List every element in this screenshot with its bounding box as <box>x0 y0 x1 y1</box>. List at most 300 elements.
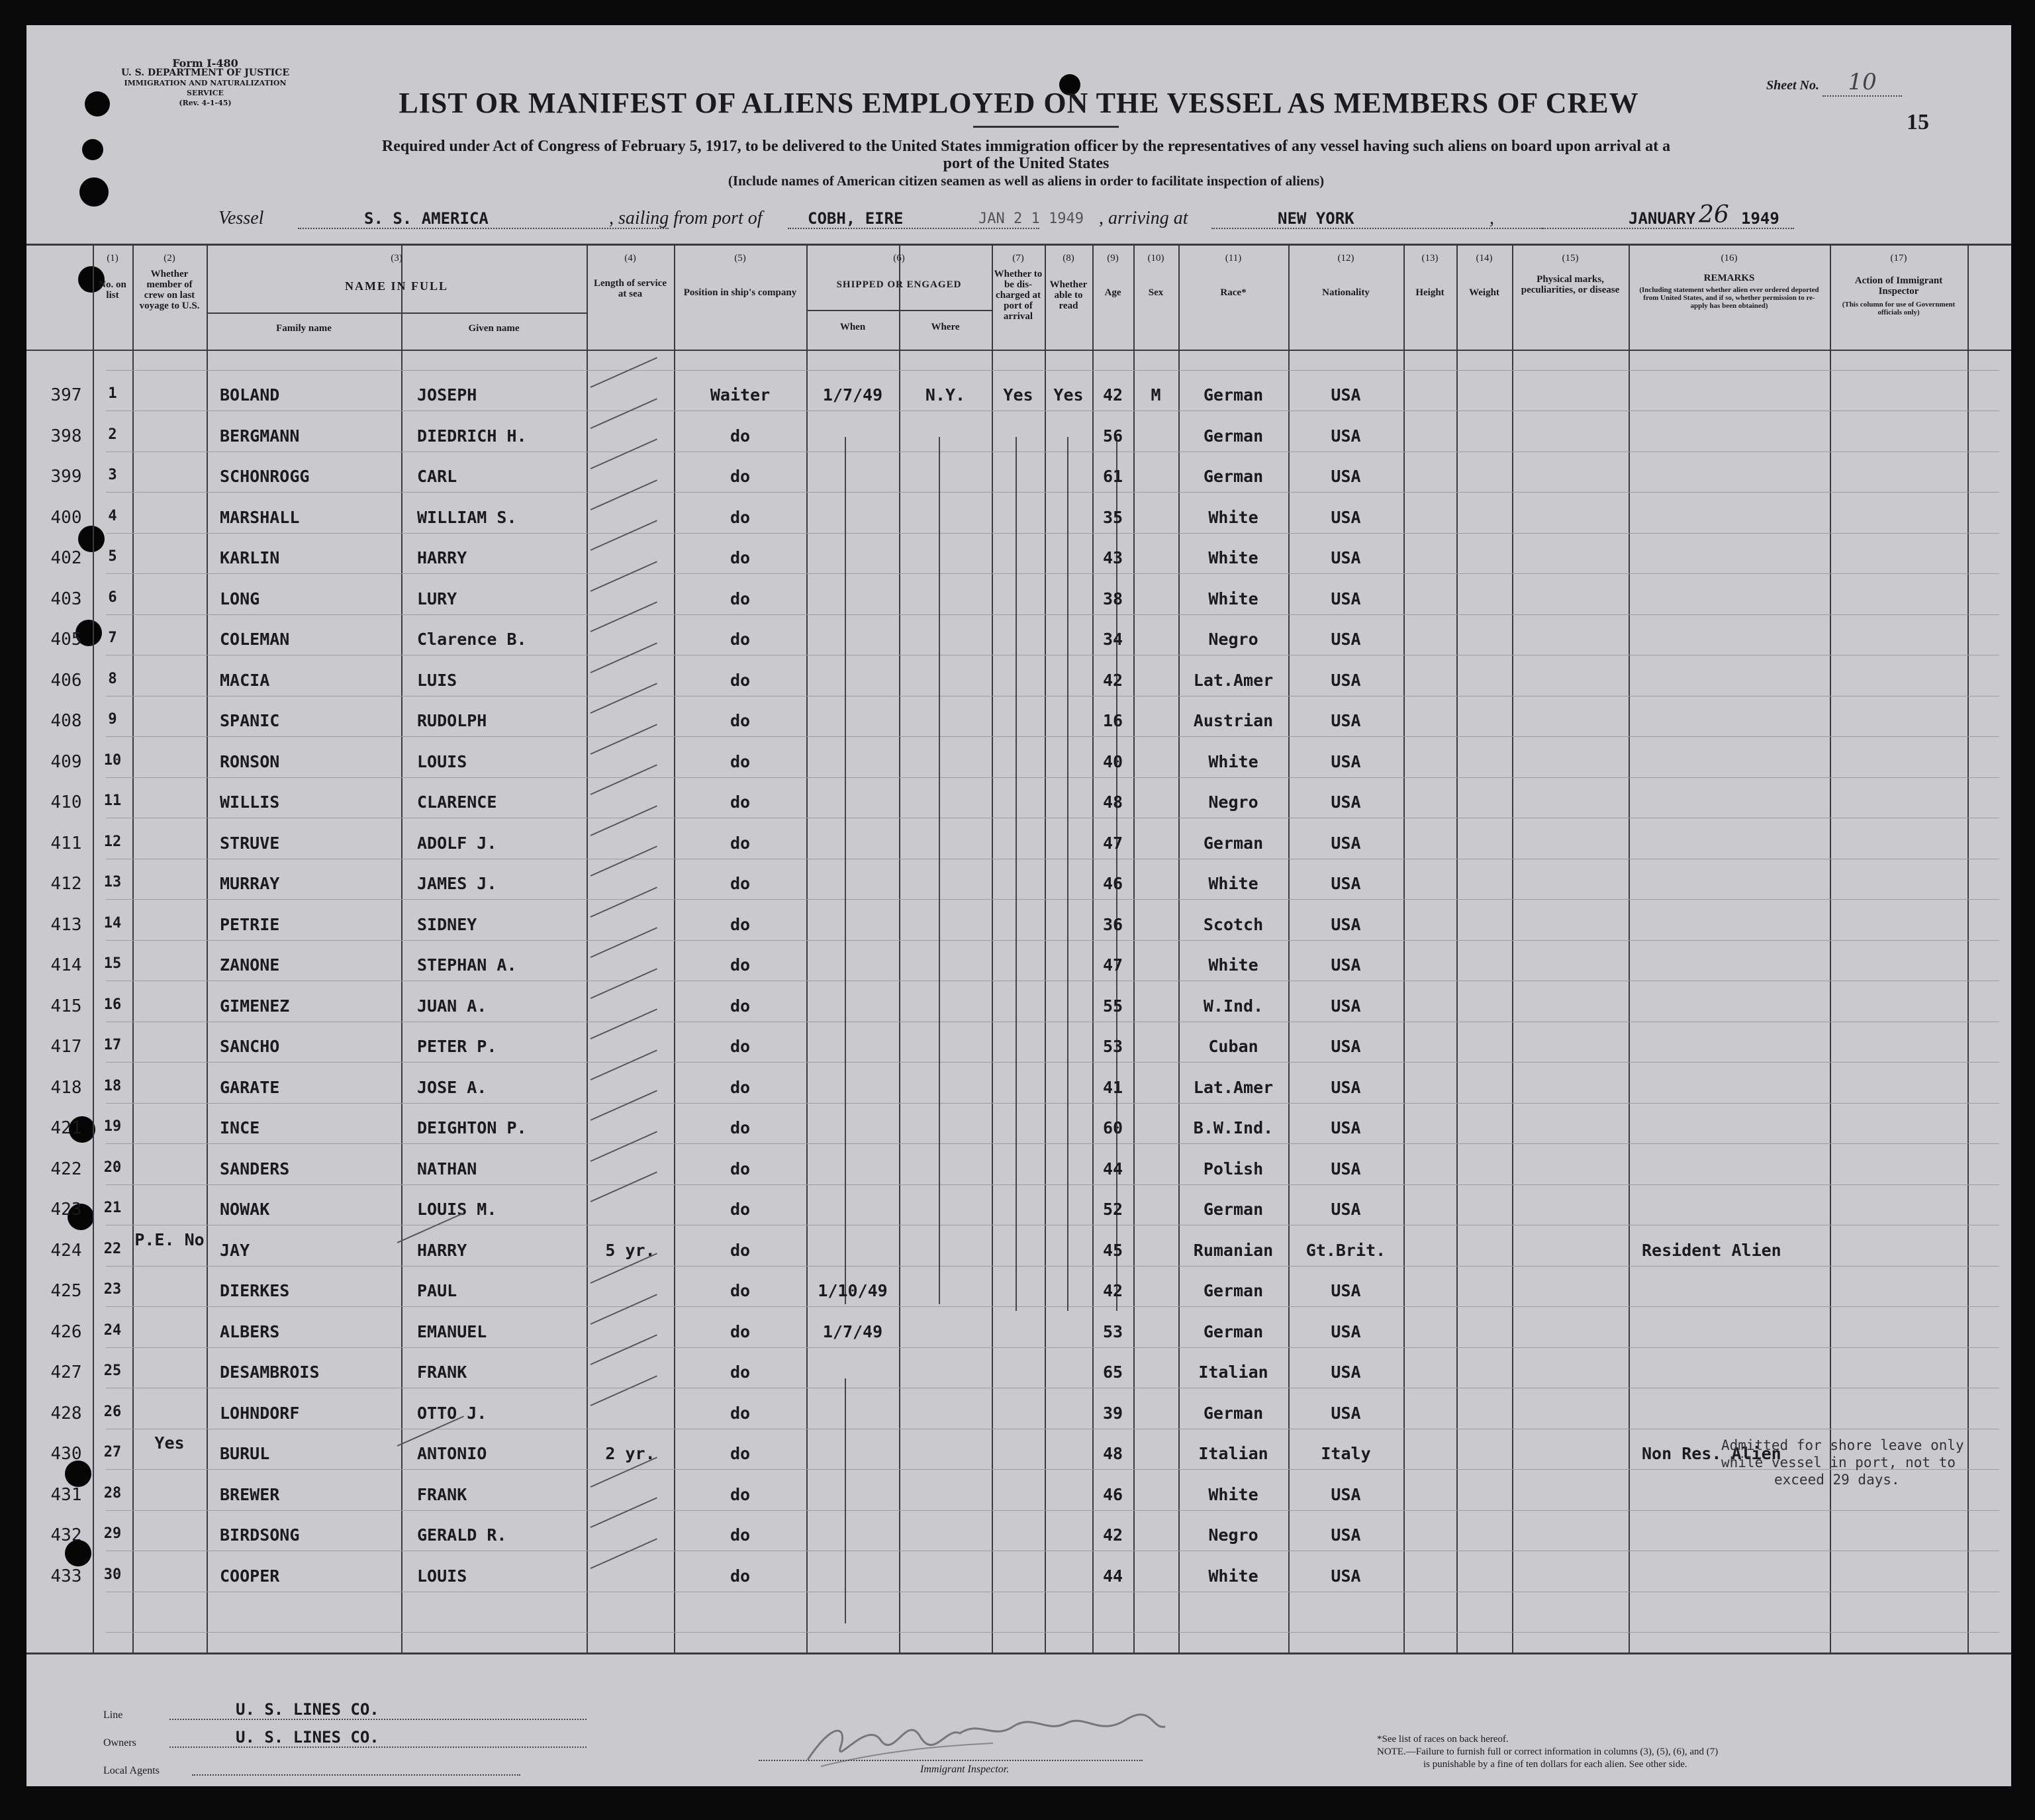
col-line <box>1512 244 1513 1654</box>
cell-age: 39 <box>1102 1403 1123 1423</box>
inspector-signature <box>794 1707 1192 1773</box>
cell-when: 1/7/49 <box>822 1321 883 1341</box>
cell-no: 9 <box>108 711 117 728</box>
check-slash <box>591 845 657 877</box>
cell-family: SPANIC <box>220 711 280 730</box>
cell-race: Italian <box>1198 1444 1268 1463</box>
row-rule <box>106 492 1999 493</box>
cell-family: BREWER <box>220 1484 280 1504</box>
cell-position: do <box>730 914 751 934</box>
check-slash <box>591 601 657 632</box>
cell-nat: USA <box>1331 1281 1361 1300</box>
cell-no: 27 <box>103 1444 122 1461</box>
cell-given: LURY <box>417 589 457 608</box>
cell-race: Scotch <box>1203 914 1264 934</box>
cell-age: 56 <box>1102 426 1123 446</box>
cell-age: 40 <box>1102 751 1123 771</box>
c3-num: (3) <box>391 253 402 263</box>
cell-where: N.Y. <box>925 385 966 405</box>
cell-disch: Yes <box>1003 385 1033 405</box>
c14-num: (14) <box>1476 253 1493 263</box>
cell-age: 53 <box>1102 1037 1123 1056</box>
cell-family: INCE <box>220 1118 260 1137</box>
sheet-label: Sheet No. <box>1766 78 1819 93</box>
cell-no: 4 <box>108 507 117 524</box>
check-slash <box>591 1008 657 1039</box>
cell-race: White <box>1208 751 1258 771</box>
c6-num: (6) <box>893 253 905 263</box>
cell-position: do <box>730 833 751 853</box>
row-rule <box>106 1184 1999 1185</box>
cell-position: do <box>730 1525 751 1545</box>
cell-age: 36 <box>1102 914 1123 934</box>
cell-ref: 410 <box>50 792 82 812</box>
c6a-head: When <box>839 322 866 332</box>
cell-ref: 418 <box>50 1077 82 1098</box>
cell-nat: USA <box>1331 1037 1361 1056</box>
row-rule <box>106 573 1999 574</box>
cell-race: White <box>1208 589 1258 608</box>
cell-age: 47 <box>1102 955 1123 975</box>
check-slash <box>591 398 657 429</box>
cell-given: GERALD R. <box>417 1525 507 1545</box>
c3b-head: Given name <box>468 323 520 334</box>
cell-ref: 403 <box>50 589 82 609</box>
cell-position: do <box>730 1444 751 1463</box>
stamp-line-2: while vessel in port, not to <box>1721 1455 1956 1470</box>
check-slash <box>591 479 657 510</box>
c6-head: SHIPPED OR ENGAGED <box>836 279 962 290</box>
cell-ref: 406 <box>50 670 82 691</box>
cell-race: German <box>1203 1321 1264 1341</box>
cell-family: NOWAK <box>220 1200 270 1219</box>
col-line <box>992 244 993 1654</box>
cell-age: 47 <box>1102 833 1123 853</box>
cell-position: do <box>730 589 751 608</box>
cell-family: PETRIE <box>220 914 280 934</box>
cell-no: 19 <box>103 1118 122 1135</box>
department-name: U. S. DEPARTMENT OF JUSTICE <box>120 68 289 78</box>
cell-given: LUIS <box>417 670 457 690</box>
cell-nat: USA <box>1331 1200 1361 1219</box>
cell-given: RUDOLPH <box>417 711 487 730</box>
cell-age: 55 <box>1102 996 1123 1016</box>
c7-num: (7) <box>1012 253 1024 263</box>
c6b-head: Where <box>931 322 960 332</box>
col-line <box>587 244 588 1654</box>
cell-given: FRANK <box>417 1484 467 1504</box>
cell-no: 5 <box>108 548 117 565</box>
cell-given: DIEDRICH H. <box>417 426 527 446</box>
cell-position: do <box>730 426 751 446</box>
cell-service: 5 yr. <box>605 1240 655 1260</box>
cell-nat: USA <box>1331 1077 1361 1097</box>
cell-ref: 421 <box>50 1118 82 1138</box>
cell-service: 2 yr. <box>605 1444 655 1463</box>
row-rule <box>106 533 1999 534</box>
header-bottom-rule <box>26 350 2011 351</box>
stamp-line-3: exceed 29 days. <box>1774 1472 1900 1488</box>
cell-position: do <box>730 467 751 486</box>
row-rule <box>106 1266 1999 1267</box>
check-slash <box>591 1538 657 1569</box>
cell-ref: 415 <box>50 996 82 1016</box>
punch-hole <box>82 139 103 160</box>
cell-given: EMANUEL <box>417 1321 487 1341</box>
cell-ref: 431 <box>50 1484 82 1505</box>
cell-given: LOUIS <box>417 751 467 771</box>
c7-head: Whether to be dis-charged at port of arrival <box>994 269 1043 322</box>
row-rule <box>106 370 1999 371</box>
cell-family: SCHONROGG <box>220 467 310 486</box>
cell-family: LONG <box>220 589 260 608</box>
cell-no: 20 <box>103 1159 122 1176</box>
col-line <box>1045 244 1046 1654</box>
required-line-1: Required under Act of Congress of February 5, 1917, to be delivered to the United States immigration officer by the representatives of any vessel having such aliens on board upon arrival at a <box>381 138 1671 155</box>
page-title: LIST OR MANIFEST OF ALIENS EMPLOYED ON THE VESSEL AS MEMBERS OF CREW <box>399 87 1639 119</box>
cell-given: JOSEPH <box>417 385 477 405</box>
cell-age: 42 <box>1102 1525 1123 1545</box>
punch-hole <box>65 1461 91 1487</box>
c9-head: Age <box>1104 287 1121 298</box>
cell-age: 65 <box>1102 1363 1123 1382</box>
cell-given: SIDNEY <box>417 914 477 934</box>
cell-age: 42 <box>1102 670 1123 690</box>
title-rule <box>973 126 1119 128</box>
cell-nat: USA <box>1331 1159 1361 1178</box>
cell-race: White <box>1208 1484 1258 1504</box>
comma: , <box>1490 208 1494 228</box>
row-rule <box>106 736 1999 737</box>
cell-age: 44 <box>1102 1159 1123 1178</box>
check-slash <box>591 438 657 469</box>
cell-no: 24 <box>103 1321 122 1339</box>
cell-given: WILLIAM S. <box>417 507 517 527</box>
cell-family: SANDERS <box>220 1159 290 1178</box>
required-statement <box>132 138 1920 189</box>
cell-family: BOLAND <box>220 385 280 405</box>
cell-given: HARRY <box>417 1240 467 1260</box>
line-value: U. S. LINES CO. <box>169 1700 587 1720</box>
cell-nat: USA <box>1331 1321 1361 1341</box>
row-rule <box>106 777 1999 778</box>
row-rule <box>106 614 1999 615</box>
inspector-line <box>759 1760 1143 1761</box>
cell-family: COOPER <box>220 1566 280 1586</box>
cell-ref: 400 <box>50 507 82 528</box>
cell-ref: 408 <box>50 711 82 731</box>
cell-nat: USA <box>1331 874 1361 893</box>
cell-given: ANTONIO <box>417 1444 487 1463</box>
c15-num: (15) <box>1562 253 1579 263</box>
c13-head: Height <box>1415 287 1444 298</box>
cell-age: 41 <box>1102 1077 1123 1097</box>
cell-nat: USA <box>1331 670 1361 690</box>
cell-nat: USA <box>1331 589 1361 608</box>
ditto-line <box>939 437 940 1304</box>
cell-race: W.Ind. <box>1203 996 1264 1016</box>
cell-no: 28 <box>103 1484 122 1502</box>
c2-head: Whether member of crew on last voyage to U.S. <box>139 269 200 311</box>
table-bottom-rule <box>26 1652 2011 1654</box>
cell-race: White <box>1208 548 1258 567</box>
arrival-day: 26 <box>1699 201 1729 228</box>
cell-position: do <box>730 1403 751 1423</box>
ditto-line <box>1016 437 1017 1311</box>
arriving-label: , arriving at <box>1099 208 1188 228</box>
check-slash <box>591 724 657 755</box>
c16-head: REMARKS <box>1703 273 1755 283</box>
cell-family: LOHNDORF <box>220 1403 300 1423</box>
row-rule <box>106 1469 1999 1470</box>
stamp-line-1: Admitted for shore leave only <box>1721 1437 1964 1453</box>
cell-no: 23 <box>103 1281 122 1298</box>
cell-position: do <box>730 1281 751 1300</box>
cell-age: 16 <box>1102 711 1123 730</box>
cell-age: 48 <box>1102 792 1123 812</box>
cell-nat: Italy <box>1321 1444 1371 1463</box>
check-slash <box>591 1131 657 1162</box>
c12-num: (12) <box>1337 253 1354 263</box>
required-line-2: port of the United States <box>943 155 1110 172</box>
cell-race: White <box>1208 1566 1258 1586</box>
cell-position: do <box>730 1037 751 1056</box>
row-rule <box>106 1632 1999 1633</box>
cell-no: 8 <box>108 670 117 687</box>
cell-family: MACIA <box>220 670 270 690</box>
cell-race: German <box>1203 426 1264 446</box>
cell-nat: USA <box>1331 914 1361 934</box>
cell-race: Negro <box>1208 1525 1258 1545</box>
c11-head: Race* <box>1220 287 1247 298</box>
agents-label: Local Agents <box>103 1765 160 1776</box>
cell-ref: 414 <box>50 955 82 975</box>
col-line <box>1092 244 1094 1654</box>
cell-race: German <box>1203 1281 1264 1300</box>
shore-leave-stamp <box>1721 1437 1964 1488</box>
cell-position: do <box>730 1484 751 1504</box>
cell-family: MARSHALL <box>220 507 300 527</box>
cell-family: GIMENEZ <box>220 996 290 1016</box>
cell-nat: USA <box>1331 507 1361 527</box>
cell-race: German <box>1203 1200 1264 1219</box>
voyage-line <box>218 201 1973 234</box>
c8-head: Whether able to read <box>1049 279 1088 311</box>
cell-ref: 433 <box>50 1566 82 1586</box>
cell-sex: M <box>1151 385 1161 405</box>
cell-ref: 399 <box>50 467 82 487</box>
cell-age: 60 <box>1102 1118 1123 1137</box>
owners-label: Owners <box>103 1737 136 1748</box>
row-rule <box>106 940 1999 941</box>
cell-ref: 397 <box>50 385 82 405</box>
cell-nat: USA <box>1331 548 1361 567</box>
col-line <box>93 244 94 1654</box>
cell-family: SANCHO <box>220 1037 280 1056</box>
c12-head: Nationality <box>1322 287 1370 298</box>
service-name: IMMIGRATION AND NATURALIZATION SERVICE <box>124 79 287 97</box>
footnote-2: NOTE.—Failure to furnish full or correct information in columns (3), (5), (6), and (7) <box>1377 1747 1719 1757</box>
c4-num: (4) <box>624 253 636 263</box>
row-rule <box>106 1306 1999 1307</box>
cell-ref: 402 <box>50 548 82 568</box>
cell-ref: 424 <box>50 1240 82 1261</box>
cell-given: CLARENCE <box>417 792 497 812</box>
c16-num: (16) <box>1721 253 1738 263</box>
cell-age: 43 <box>1102 548 1123 567</box>
cell-no: 11 <box>103 792 122 809</box>
c5-num: (5) <box>734 253 746 263</box>
col-line <box>1288 244 1290 1654</box>
cell-given: ADOLF J. <box>417 833 497 853</box>
check-slash <box>591 764 657 795</box>
cell-age: 46 <box>1102 874 1123 893</box>
cell-ref: 430 <box>50 1444 82 1464</box>
col-line <box>1403 244 1405 1654</box>
cell-ref: 423 <box>50 1200 82 1220</box>
cell-given: JOSE A. <box>417 1077 487 1097</box>
cell-no: 10 <box>103 751 122 769</box>
row-rule <box>106 1510 1999 1511</box>
page-number: 15 <box>1907 110 1929 134</box>
row-rule <box>106 1062 1999 1063</box>
vessel-name: S. S. AMERICA <box>298 209 669 229</box>
cell-family: RONSON <box>220 751 280 771</box>
cell-nat: USA <box>1331 1525 1361 1545</box>
cell-remarks: Resident Alien <box>1642 1240 1781 1260</box>
cell-given: STEPHAN A. <box>417 955 517 975</box>
cell-age: 42 <box>1102 385 1123 405</box>
punch-hole <box>79 177 109 207</box>
check-slash <box>591 520 657 551</box>
check-slash <box>591 1334 657 1365</box>
cell-position: do <box>730 1321 751 1341</box>
port-to: NEW YORK <box>1211 209 1542 229</box>
cell-no: 22 <box>103 1240 122 1257</box>
cell-position: do <box>730 1077 751 1097</box>
cell-family: ZANONE <box>220 955 280 975</box>
ditto-line <box>845 437 846 1304</box>
cell-race: White <box>1208 507 1258 527</box>
cell-position: Waiter <box>710 385 771 405</box>
cell-nat: USA <box>1331 385 1361 405</box>
sheet-number: 10 <box>1822 69 1902 97</box>
cell-family: DESAMBROIS <box>220 1363 320 1382</box>
cell-age: 53 <box>1102 1321 1123 1341</box>
c5-head: Position in ship's company <box>683 287 797 298</box>
cell-ref: 409 <box>50 751 82 772</box>
cell-age: 45 <box>1102 1240 1123 1260</box>
cell-race: Rumanian <box>1193 1240 1274 1260</box>
form-revision: (Rev. 4-1-45) <box>179 99 232 107</box>
cell-nat: USA <box>1331 833 1361 853</box>
cell-nat: USA <box>1331 751 1361 771</box>
cell-age: 61 <box>1102 467 1123 486</box>
port-from: COBH, EIRE <box>788 209 1039 229</box>
cell-family: ALBERS <box>220 1321 280 1341</box>
cell-position: do <box>730 1566 751 1586</box>
check-slash <box>591 1171 657 1202</box>
cell-when: 1/10/49 <box>818 1281 888 1300</box>
cell-family: DIERKES <box>220 1281 290 1300</box>
cell-nat: USA <box>1331 1403 1361 1423</box>
agents-value <box>192 1774 520 1776</box>
cell-nat: USA <box>1331 1118 1361 1137</box>
form-number: Form I-480 <box>172 57 238 70</box>
cell-family: COLEMAN <box>220 630 290 649</box>
cell-position: do <box>730 996 751 1016</box>
cell-family: STRUVE <box>220 833 280 853</box>
cell-given: NATHAN <box>417 1159 477 1178</box>
c1-num: (1) <box>107 253 118 263</box>
cell-age: 34 <box>1102 630 1123 649</box>
cell-ref: 428 <box>50 1403 82 1423</box>
cell-ref: 417 <box>50 1037 82 1057</box>
cell-nat: USA <box>1331 630 1361 649</box>
cell-race: Negro <box>1208 630 1258 649</box>
cell-no: 16 <box>103 996 122 1013</box>
cell-race: Cuban <box>1208 1037 1258 1056</box>
cell-given: JAMES J. <box>417 874 497 893</box>
c10-num: (10) <box>1147 253 1164 263</box>
arrival-month: JANUARY <box>1542 209 1794 229</box>
col-line <box>1133 244 1135 1654</box>
cell-position: do <box>730 1363 751 1382</box>
cell-position: do <box>730 874 751 893</box>
cell-race: Negro <box>1208 792 1258 812</box>
cell-family: JAY <box>220 1240 250 1260</box>
cell-given: JUAN A. <box>417 996 487 1016</box>
c9-num: (9) <box>1107 253 1119 263</box>
cell-ref: 427 <box>50 1363 82 1382</box>
col-line <box>899 244 900 1654</box>
cell-age: 48 <box>1102 1444 1123 1463</box>
cell-ref: 413 <box>50 914 82 935</box>
footnote-1: *See list of races on back hereof. <box>1377 1734 1509 1745</box>
cell-position: do <box>730 1118 751 1137</box>
manifest-sheet <box>26 25 2011 1786</box>
cell-position: do <box>730 630 751 649</box>
cell-family: MURRAY <box>220 874 280 893</box>
cell-no: 6 <box>108 589 117 606</box>
cell-race: German <box>1203 385 1264 405</box>
cell-nat: USA <box>1331 711 1361 730</box>
cell-prev: Yes <box>154 1433 185 1453</box>
cell-nat: USA <box>1331 955 1361 975</box>
cell-nat: USA <box>1331 996 1361 1016</box>
line-label: Line <box>103 1709 123 1721</box>
cell-given: CARL <box>417 467 457 486</box>
cell-race: B.W.Ind. <box>1193 1118 1274 1137</box>
c2-num: (2) <box>164 253 175 263</box>
check-slash <box>591 642 657 673</box>
cell-nat: USA <box>1331 1484 1361 1504</box>
cell-ref: 422 <box>50 1159 82 1179</box>
c3-head: NAME IN FULL <box>344 279 448 293</box>
cell-no: 14 <box>103 914 122 932</box>
cell-given: Clarence B. <box>417 630 527 649</box>
cell-no: 2 <box>108 426 117 443</box>
cell-ref: 432 <box>50 1525 82 1545</box>
cell-family: GARATE <box>220 1077 280 1097</box>
c4-head: Length of service at sea <box>594 278 667 299</box>
cell-no: 17 <box>103 1037 122 1053</box>
cell-given: LOUIS M. <box>417 1200 497 1219</box>
ditto-line <box>1067 437 1068 1311</box>
cell-position: do <box>730 1159 751 1178</box>
cell-given: LOUIS <box>417 1566 467 1586</box>
check-slash <box>591 805 657 836</box>
